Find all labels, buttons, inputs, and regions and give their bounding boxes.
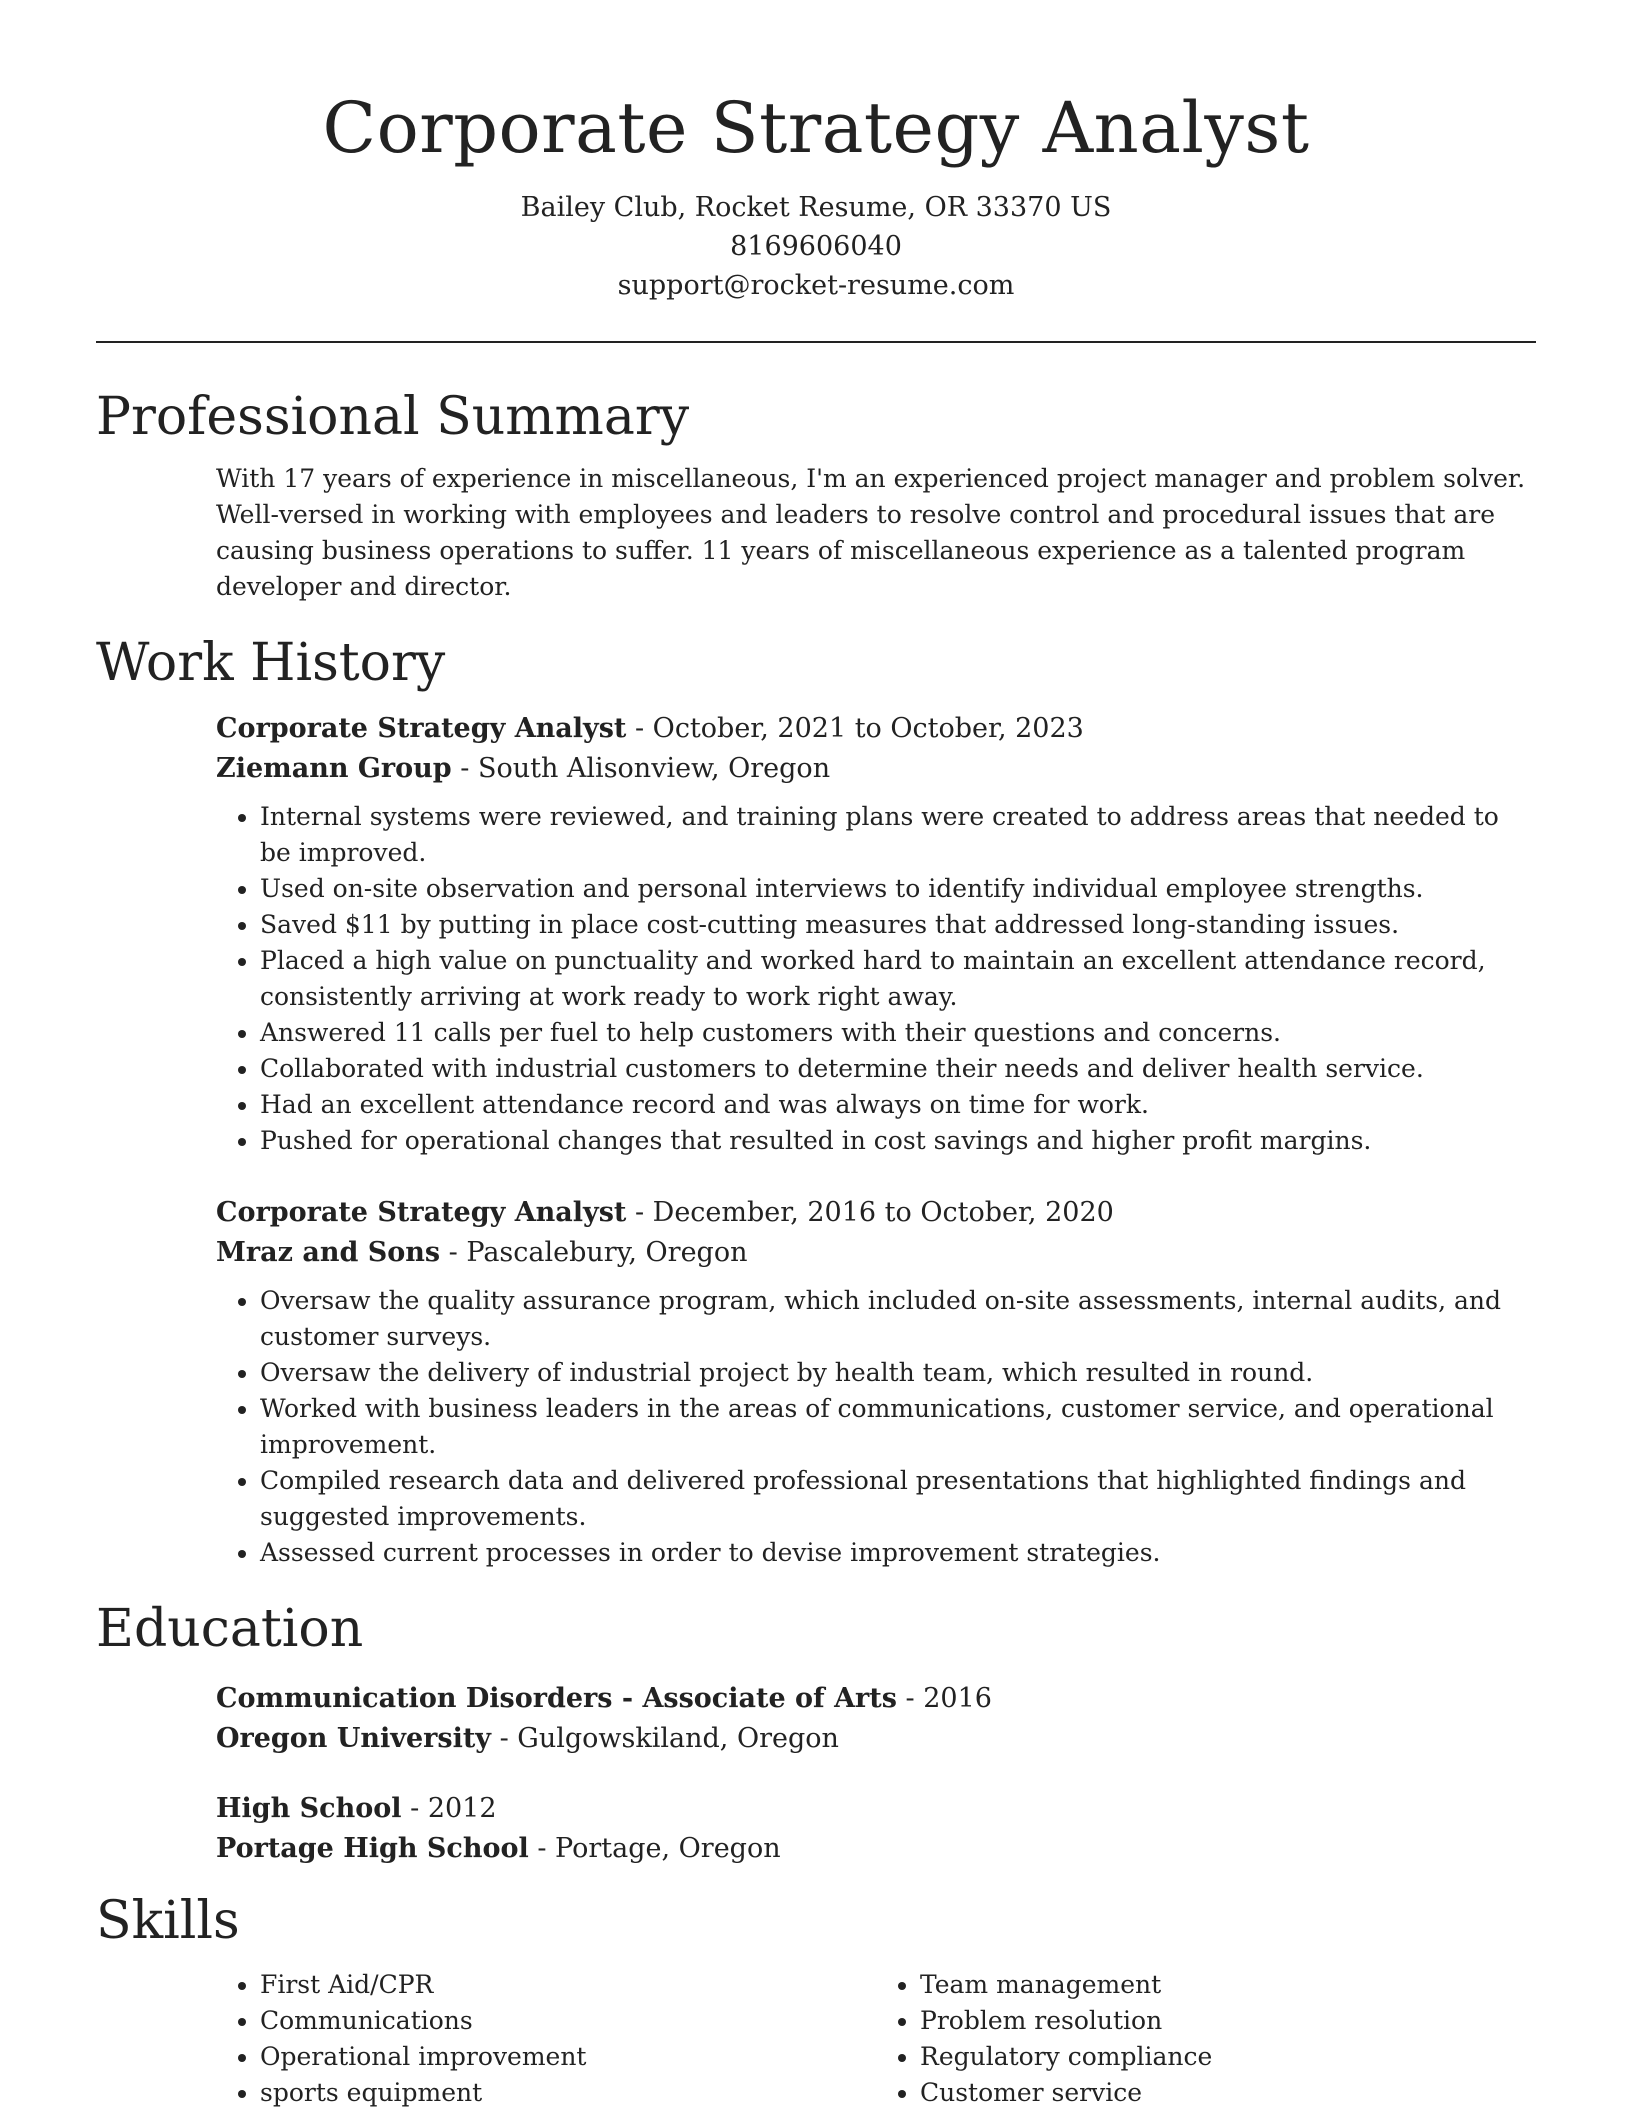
job-bullet: • Worked with business leaders in the areas of communications, customer service, and operational improvement.: [260, 1391, 1536, 1463]
skills-section: [96, 1889, 1536, 2111]
header-divider: [96, 341, 1536, 343]
job-bullets: [216, 799, 1536, 1159]
job-entry: [216, 709, 1536, 1159]
education-degree: Communication Disorders - Associate of Arts: [216, 1683, 897, 1714]
job-bullet: • Internal systems were reviewed, and training plans were created to address areas that needed to be improved.: [260, 799, 1536, 871]
education-school: Oregon University: [216, 1723, 491, 1754]
job-bullet: • Answered 11 calls per fuel to help customers with their questions and concerns.: [260, 1015, 1536, 1051]
job-location: - South Alisonview, Oregon: [451, 753, 831, 784]
summary-heading: Professional Summary: [96, 387, 690, 447]
job-bullets: [216, 1283, 1536, 1571]
contact-phone: 8169606040: [730, 231, 902, 262]
education-section: [96, 1597, 1536, 1869]
job-entry: [216, 1193, 1536, 1571]
education-degree-line: [216, 1789, 1536, 1829]
job-company: Mraz and Sons: [216, 1237, 441, 1268]
job-bullet: • Pushed for operational changes that resulted in cost savings and higher profit margins.: [260, 1123, 1536, 1159]
skill-item: • Problem resolution: [920, 2003, 1536, 2039]
job-bullet: • Used on-site observation and personal interviews to identify individual employee strengths.: [260, 871, 1536, 907]
skill-item: • Operational improvement: [260, 2039, 876, 2075]
summary-text: With 17 years of experience in miscellaneous, I'm an experienced project manager and problem solver. Well-versed in working with employees and leaders to resolve control and procedural issues that are causing business operations to suffer. 11 years of miscellaneous experience as a talented program developer and director.: [216, 464, 1526, 601]
education-heading: Education: [96, 1599, 364, 1659]
skills-columns: [216, 1967, 1536, 2111]
education-degree: High School: [216, 1793, 402, 1824]
skill-item: • First Aid/CPR: [260, 1967, 876, 2003]
education-location: - Gulgowskiland, Oregon: [490, 1723, 839, 1754]
contact-block: [96, 188, 1536, 305]
skill-item: • sports equipment: [260, 2075, 876, 2111]
summary-section: [96, 385, 1536, 605]
skills-heading: Skills: [96, 1891, 240, 1951]
work-history-section: [96, 631, 1536, 1571]
job-bullet: • Assessed current processes in order to devise improvement strategies.: [260, 1535, 1536, 1571]
education-school-line: [216, 1719, 1536, 1759]
education-entry: [216, 1789, 1536, 1869]
job-location: - Pascalebury, Oregon: [440, 1237, 748, 1268]
skills-list-left: [216, 1967, 876, 2111]
job-bullet: • Collaborated with industrial customers to determine their needs and deliver health service.: [260, 1051, 1536, 1087]
education-location: - Portage, Oregon: [528, 1833, 781, 1864]
skill-item: • Customer service: [920, 2075, 1536, 2111]
job-company-line: [216, 1233, 1536, 1273]
skill-item: • Regulatory compliance: [920, 2039, 1536, 2075]
contact-address: Bailey Club, Rocket Resume, OR 33370 US: [520, 192, 1112, 223]
job-dates: - October, 2021 to October, 2023: [626, 713, 1084, 744]
job-company-line: [216, 749, 1536, 789]
education-entry: [216, 1679, 1536, 1759]
job-bullet: • Had an excellent attendance record and was always on time for work.: [260, 1087, 1536, 1123]
candidate-name: Corporate Strategy Analyst: [322, 87, 1310, 169]
education-year: - 2012: [401, 1793, 497, 1824]
skill-item: • Team management: [920, 1967, 1536, 2003]
resume-header: [96, 0, 1536, 305]
education-school-line: [216, 1829, 1536, 1869]
education-year: - 2016: [896, 1683, 992, 1714]
job-bullet: • Compiled research data and delivered professional presentations that highlighted findings and suggested improvements.: [260, 1463, 1536, 1535]
job-dates: - December, 2016 to October, 2020: [626, 1197, 1114, 1228]
job-title: Corporate Strategy Analyst: [216, 1197, 627, 1228]
job-title: Corporate Strategy Analyst: [216, 713, 627, 744]
education-degree-line: [216, 1679, 1536, 1719]
skill-item: • Communications: [260, 2003, 876, 2039]
job-bullet: • Oversaw the delivery of industrial project by health team, which resulted in round.: [260, 1355, 1536, 1391]
education-school: Portage High School: [216, 1833, 529, 1864]
job-bullet: • Placed a high value on punctuality and worked hard to maintain an excellent attendance record, consistently arriving at work ready to work right away.: [260, 943, 1536, 1015]
job-bullet: • Oversaw the quality assurance program, which included on-site assessments, internal audits, and customer surveys.: [260, 1283, 1536, 1355]
contact-email: support@rocket-resume.com: [617, 270, 1015, 301]
job-title-line: [216, 1193, 1536, 1233]
skills-list-right: [876, 1967, 1536, 2111]
job-bullet: • Saved $11 by putting in place cost-cutting measures that addressed long-standing issues.: [260, 907, 1536, 943]
job-title-line: [216, 709, 1536, 749]
work-history-heading: Work History: [96, 633, 446, 693]
job-company: Ziemann Group: [216, 753, 452, 784]
